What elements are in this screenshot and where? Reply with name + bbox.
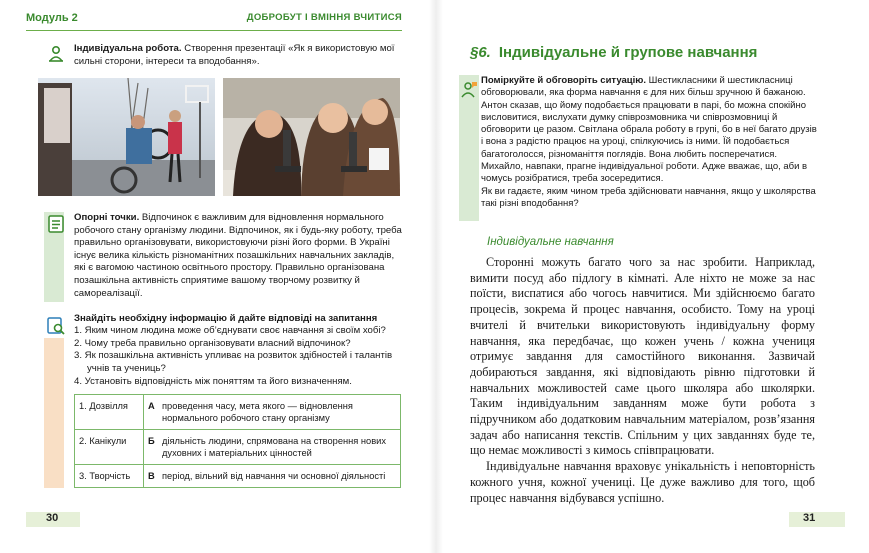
page-number-bar-right xyxy=(789,512,845,527)
question-item: 1. Яким чином людина може об’єднувати своє навчання зі своїм хобі? xyxy=(74,325,386,336)
questions-bar xyxy=(44,338,64,488)
question-item: учнів та учениць? xyxy=(87,363,166,375)
photo-microscopes xyxy=(223,78,400,196)
table-row xyxy=(75,430,401,465)
individual-task-label: Індивідуальна робота. xyxy=(74,43,182,54)
situation-text xyxy=(481,75,817,186)
table-row xyxy=(75,395,401,430)
definition-cell: період, вільний від навчання чи основної діяльності xyxy=(160,465,401,488)
individual-task xyxy=(74,43,402,68)
page-number-right: 31 xyxy=(803,512,816,524)
letter-cell: А xyxy=(144,395,161,430)
search-document-icon xyxy=(46,316,66,336)
photo-sports xyxy=(38,78,215,196)
header-title: ДОБРОБУТ І ВМІННЯ ВЧИТИСЯ xyxy=(246,12,402,23)
paragraph: Сторонні можуть багато чого за нас зробити. Наприклад, вимити посуд або підлогу в кімнаті. Але ніхто не може за нас поїсти, виспатися або чогось навчитися. Ми здійснюємо багато процесів, зокрема й процес навчання, особисто. Тому на уроці вчителі й вчительки використовують індивідуальну форму навчання, яка передбачає, що кожен учень / кожна учениця отримує завдання для самостійного виконання. Зазвичай добираються завдання, які відповідають рівню підготовки й навчальних можливостей саме цього школяра або школярки. Таким індивідуальним завданням може бути робота з підручником або додатковим навчальним матеріалом, розв’язання задач або написання текстів. Спільним у цих завданнях буде те, що немає можливості з кимось співпрацювати. xyxy=(470,255,815,458)
question-item: 3. Як позашкільна активність упливає на розвиток здібностей і талантів xyxy=(74,350,393,362)
questions-title: Знайдіть необхідну інформацію й дайте відповіді на запитання xyxy=(74,313,378,324)
situation-question: Як ви гадаєте, яким чином треба здійснювати навчання, якщо у школярства такі різні вподобання? xyxy=(481,185,816,209)
paragraph: Індивідуальне навчання враховує унікальність і неповторність кожного учня, кожної учениці. Це дуже важливо для того, щоб процес навчання відбувався успішно. xyxy=(470,459,815,505)
term-cell: 3. Творчість xyxy=(75,465,144,488)
individual-task-text: Створення презентації «Як я використовую мої сильні сторони, інтереси та вподобання». xyxy=(74,43,395,67)
section-title-text: Індивідуальне й групове навчання xyxy=(498,44,758,61)
checklist-icon xyxy=(46,214,66,234)
letter-cell: Б xyxy=(144,430,161,465)
key-points xyxy=(74,212,402,300)
term-cell: 1. Дозвілля xyxy=(75,395,144,430)
section-number: §6. xyxy=(470,44,491,61)
matching-table xyxy=(74,394,401,488)
page-fold xyxy=(429,0,443,553)
question-item: 2. Чому треба правильно організовувати власний відпочинок? xyxy=(74,337,351,349)
page-number-left: 30 xyxy=(46,512,59,524)
table-row xyxy=(75,465,401,488)
module-label: Модуль 2 xyxy=(26,12,78,24)
letter-cell: В xyxy=(144,465,161,488)
definition-cell: проведення часу, мета якого — відновлення нормального робочого стану організму xyxy=(160,395,401,430)
definition-cell: діяльність людини, спрямована на створення нових духовних і матеріальних цінностей xyxy=(160,430,401,465)
term-cell: 2. Канікули xyxy=(75,430,144,465)
discussion-person-icon xyxy=(459,80,479,100)
key-points-text: Відпочинок є важливим для відновлення нормального робочого стану організму людини. Відпочинок, як і будь-яку роботу, треба правильно організовувати, використовуючи різні його форми. В Україні існує велика кількість різноманітних позашкільних навчальних закладів, які є вагомою частиною освітнього простору. Правильно організована позашкільна активність сприятиме вашому творчому розвитку й самореалізації. xyxy=(74,212,402,299)
section-title xyxy=(470,44,757,61)
situation-body: Шестикласники й шестикласниці обговорювали, яка форма навчання є для них більш зручною й бажаною. Антон сказав, що йому подобається працювати в парі, бо можна спокійно висловитися, вислухати думку співрозмовника чи співрозмовниці й обговорити це разом. Світлана обрала роботу в групі, бо в неї багато друзів і вона з радістю працює на уроці, спілкуючись із ними. Їй подобається багатоголосся, різноманіття поглядів. Вона любить посперечатися. Михайло, навпаки, прагне індивідуальної роботи. Адже вважає, що, аби в чомусь розібратися, треба зосередитися. xyxy=(481,75,817,185)
questions-list xyxy=(74,325,402,389)
question-item: 4. Установіть відповідність між поняттям та його визначенням. xyxy=(74,375,352,387)
key-points-label: Опорні точки. xyxy=(74,212,140,223)
situation-label: Поміркуйте й обговоріть ситуацію. xyxy=(481,75,646,86)
main-text xyxy=(470,255,815,506)
left-page-header xyxy=(26,8,402,31)
subheading: Індивідуальне навчання xyxy=(487,236,614,248)
presentation-person-icon xyxy=(46,44,66,64)
situation-box xyxy=(481,75,817,210)
